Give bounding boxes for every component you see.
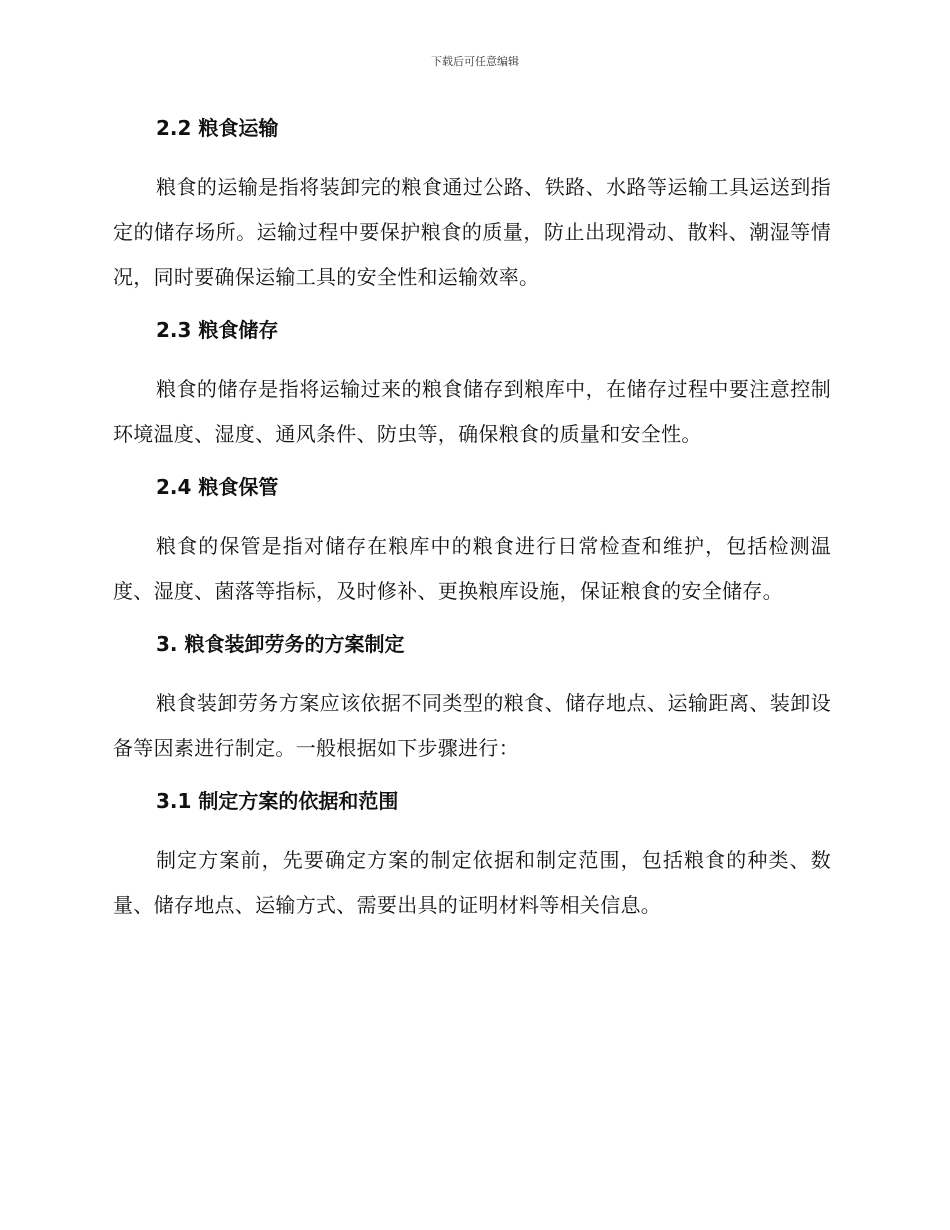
section-2-2 bbox=[113, 110, 831, 300]
section-3-1 bbox=[113, 783, 831, 928]
section-heading: 2.2 粮食运输 bbox=[156, 116, 279, 140]
section-paragraph: 制定方案前，先要确定方案的制定依据和制定范围，包括粮食的种类、数量、储存地点、运输方式、需要出具的证明材料等相关信息。 bbox=[113, 848, 831, 917]
section-2-3 bbox=[113, 312, 831, 457]
section-2-4 bbox=[113, 469, 831, 614]
section-heading: 3.1 制定方案的依据和范围 bbox=[156, 789, 399, 813]
section-paragraph: 粮食装卸劳务方案应该依据不同类型的粮食、储存地点、运输距离、装卸设备等因素进行制定。一般根据如下步骤进行： bbox=[113, 691, 831, 760]
page-header: 下载后可任意编辑 bbox=[431, 55, 519, 68]
section-3 bbox=[113, 626, 831, 771]
document-body bbox=[113, 110, 831, 928]
section-heading: 3. 粮食装卸劳务的方案制定 bbox=[156, 632, 405, 656]
section-paragraph: 粮食的保管是指对储存在粮库中的粮食进行日常检查和维护，包括检测温度、湿度、菌落等指标，及时修补、更换粮库设施，保证粮食的安全储存。 bbox=[113, 534, 831, 603]
section-heading: 2.3 粮食储存 bbox=[156, 318, 279, 342]
section-heading: 2.4 粮食保管 bbox=[156, 475, 279, 499]
section-paragraph: 粮食的运输是指将装卸完的粮食通过公路、铁路、水路等运输工具运送到指定的储存场所。运输过程中要保护粮食的质量，防止出现滑动、散料、潮湿等情况，同时要确保运输工具的安全性和运输效率。 bbox=[113, 175, 831, 289]
section-paragraph: 粮食的储存是指将运输过来的粮食储存到粮库中，在储存过程中要注意控制环境温度、湿度、通风条件、防虫等，确保粮食的质量和安全性。 bbox=[113, 377, 831, 446]
